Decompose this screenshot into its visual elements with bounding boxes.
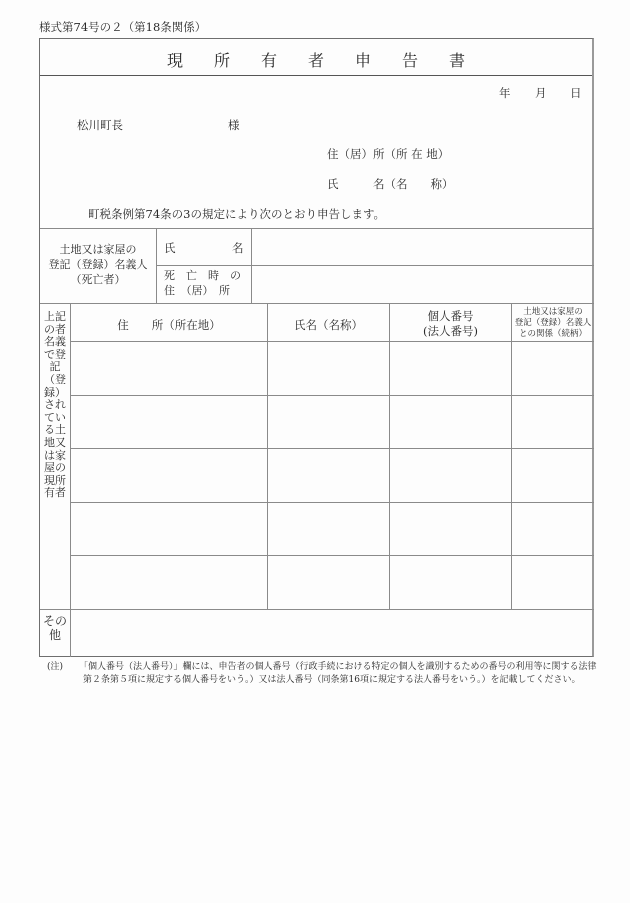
footnote-line-1: 「個人番号（法人番号）」欄には、申告者の個人番号（行政手続における特定の個人を識別するための番号の利用等に関する法律 bbox=[79, 662, 597, 672]
applicant-address-label: 住（居）所（所 在 地） bbox=[327, 147, 450, 161]
declaration-form bbox=[39, 38, 594, 657]
label-line: 土地又は家屋の bbox=[523, 307, 583, 317]
title-char: 現 bbox=[166, 51, 183, 70]
title-char: 者 bbox=[307, 51, 324, 70]
owner-3-personal-number[interactable] bbox=[390, 449, 511, 502]
form-number: 様式第74号の２（第18条関係） bbox=[39, 20, 207, 34]
owner-3-relationship[interactable] bbox=[512, 449, 594, 502]
owner-3-name[interactable] bbox=[268, 449, 389, 502]
title-char: 申 bbox=[354, 51, 371, 70]
title-row bbox=[40, 39, 592, 76]
label-line: (法人番号) bbox=[423, 324, 478, 338]
label-line: 登記（登録）名義人 bbox=[48, 258, 148, 271]
deceased-name-field[interactable] bbox=[252, 229, 594, 265]
owner-5-relationship[interactable] bbox=[512, 556, 594, 609]
owner-1-name[interactable] bbox=[268, 342, 389, 395]
current-owners-side-label: 上記の者名義で登記（登録）されている土地又は家屋の現所有者 bbox=[44, 310, 66, 500]
page-title bbox=[40, 48, 592, 71]
owner-5-personal-number[interactable] bbox=[390, 556, 511, 609]
honorific: 様 bbox=[228, 118, 240, 132]
label-line: 登記（登録）名義人 bbox=[514, 318, 592, 328]
label-line: 住 （居） 所 bbox=[164, 284, 230, 297]
other-field[interactable] bbox=[71, 610, 594, 656]
column-header-personal-number bbox=[390, 309, 511, 339]
owner-4-name[interactable] bbox=[268, 503, 389, 555]
label-line: 個人番号 bbox=[427, 309, 474, 323]
owner-1-relationship[interactable] bbox=[512, 342, 594, 395]
date-day-field[interactable]: 日 bbox=[570, 86, 582, 100]
title-char: 書 bbox=[448, 51, 465, 70]
owner-4-relationship[interactable] bbox=[512, 503, 594, 555]
title-char: 有 bbox=[260, 51, 277, 70]
footnote-marker: (注) bbox=[47, 662, 64, 672]
column-header-address: 住 所（所在地） bbox=[117, 318, 221, 332]
applicant-name-label: 氏 名（名 称） bbox=[327, 177, 454, 191]
label-line: （死亡者） bbox=[70, 273, 126, 286]
owner-2-name[interactable] bbox=[268, 396, 389, 448]
deceased-name-label: 名 bbox=[232, 241, 244, 255]
label-line: との関係（続柄） bbox=[518, 329, 587, 339]
title-char: 告 bbox=[401, 51, 418, 70]
owner-4-personal-number[interactable] bbox=[390, 503, 511, 555]
owner-2-personal-number[interactable] bbox=[390, 396, 511, 448]
deceased-address-label bbox=[164, 268, 241, 298]
registered-owner-label bbox=[40, 242, 156, 287]
owner-2-relationship[interactable] bbox=[512, 396, 594, 448]
column-header-name: 氏名（名称） bbox=[294, 318, 363, 332]
title-char: 所 bbox=[213, 51, 230, 70]
owner-3-address[interactable] bbox=[71, 449, 267, 502]
deceased-name-label: 氏 bbox=[164, 241, 176, 255]
date-year-field[interactable]: 年 bbox=[499, 86, 511, 100]
column-header-relationship bbox=[512, 307, 594, 340]
addressee: 松川町長 bbox=[77, 118, 123, 132]
footnote-line-2: 第２条第５項に規定する個人番号をいう。）又は法人番号（同条第16項に規定する法人番号をいう。）を記載してください。 bbox=[83, 675, 581, 685]
owner-5-address[interactable] bbox=[71, 556, 267, 609]
date-month-field[interactable]: 月 bbox=[535, 86, 547, 100]
deceased-address-field[interactable] bbox=[252, 266, 594, 303]
owner-2-address[interactable] bbox=[71, 396, 267, 448]
label-line: 土地又は家屋の bbox=[59, 243, 137, 256]
owner-1-personal-number[interactable] bbox=[390, 342, 511, 395]
label-line: 死 亡 時 の bbox=[164, 269, 241, 282]
owner-4-address[interactable] bbox=[71, 503, 267, 555]
owner-1-address[interactable] bbox=[71, 342, 267, 395]
declaration-text: 町税条例第74条の3の規定により次のとおり申告します。 bbox=[88, 207, 386, 221]
other-label: その他 bbox=[42, 614, 67, 642]
owner-5-name[interactable] bbox=[268, 556, 389, 609]
